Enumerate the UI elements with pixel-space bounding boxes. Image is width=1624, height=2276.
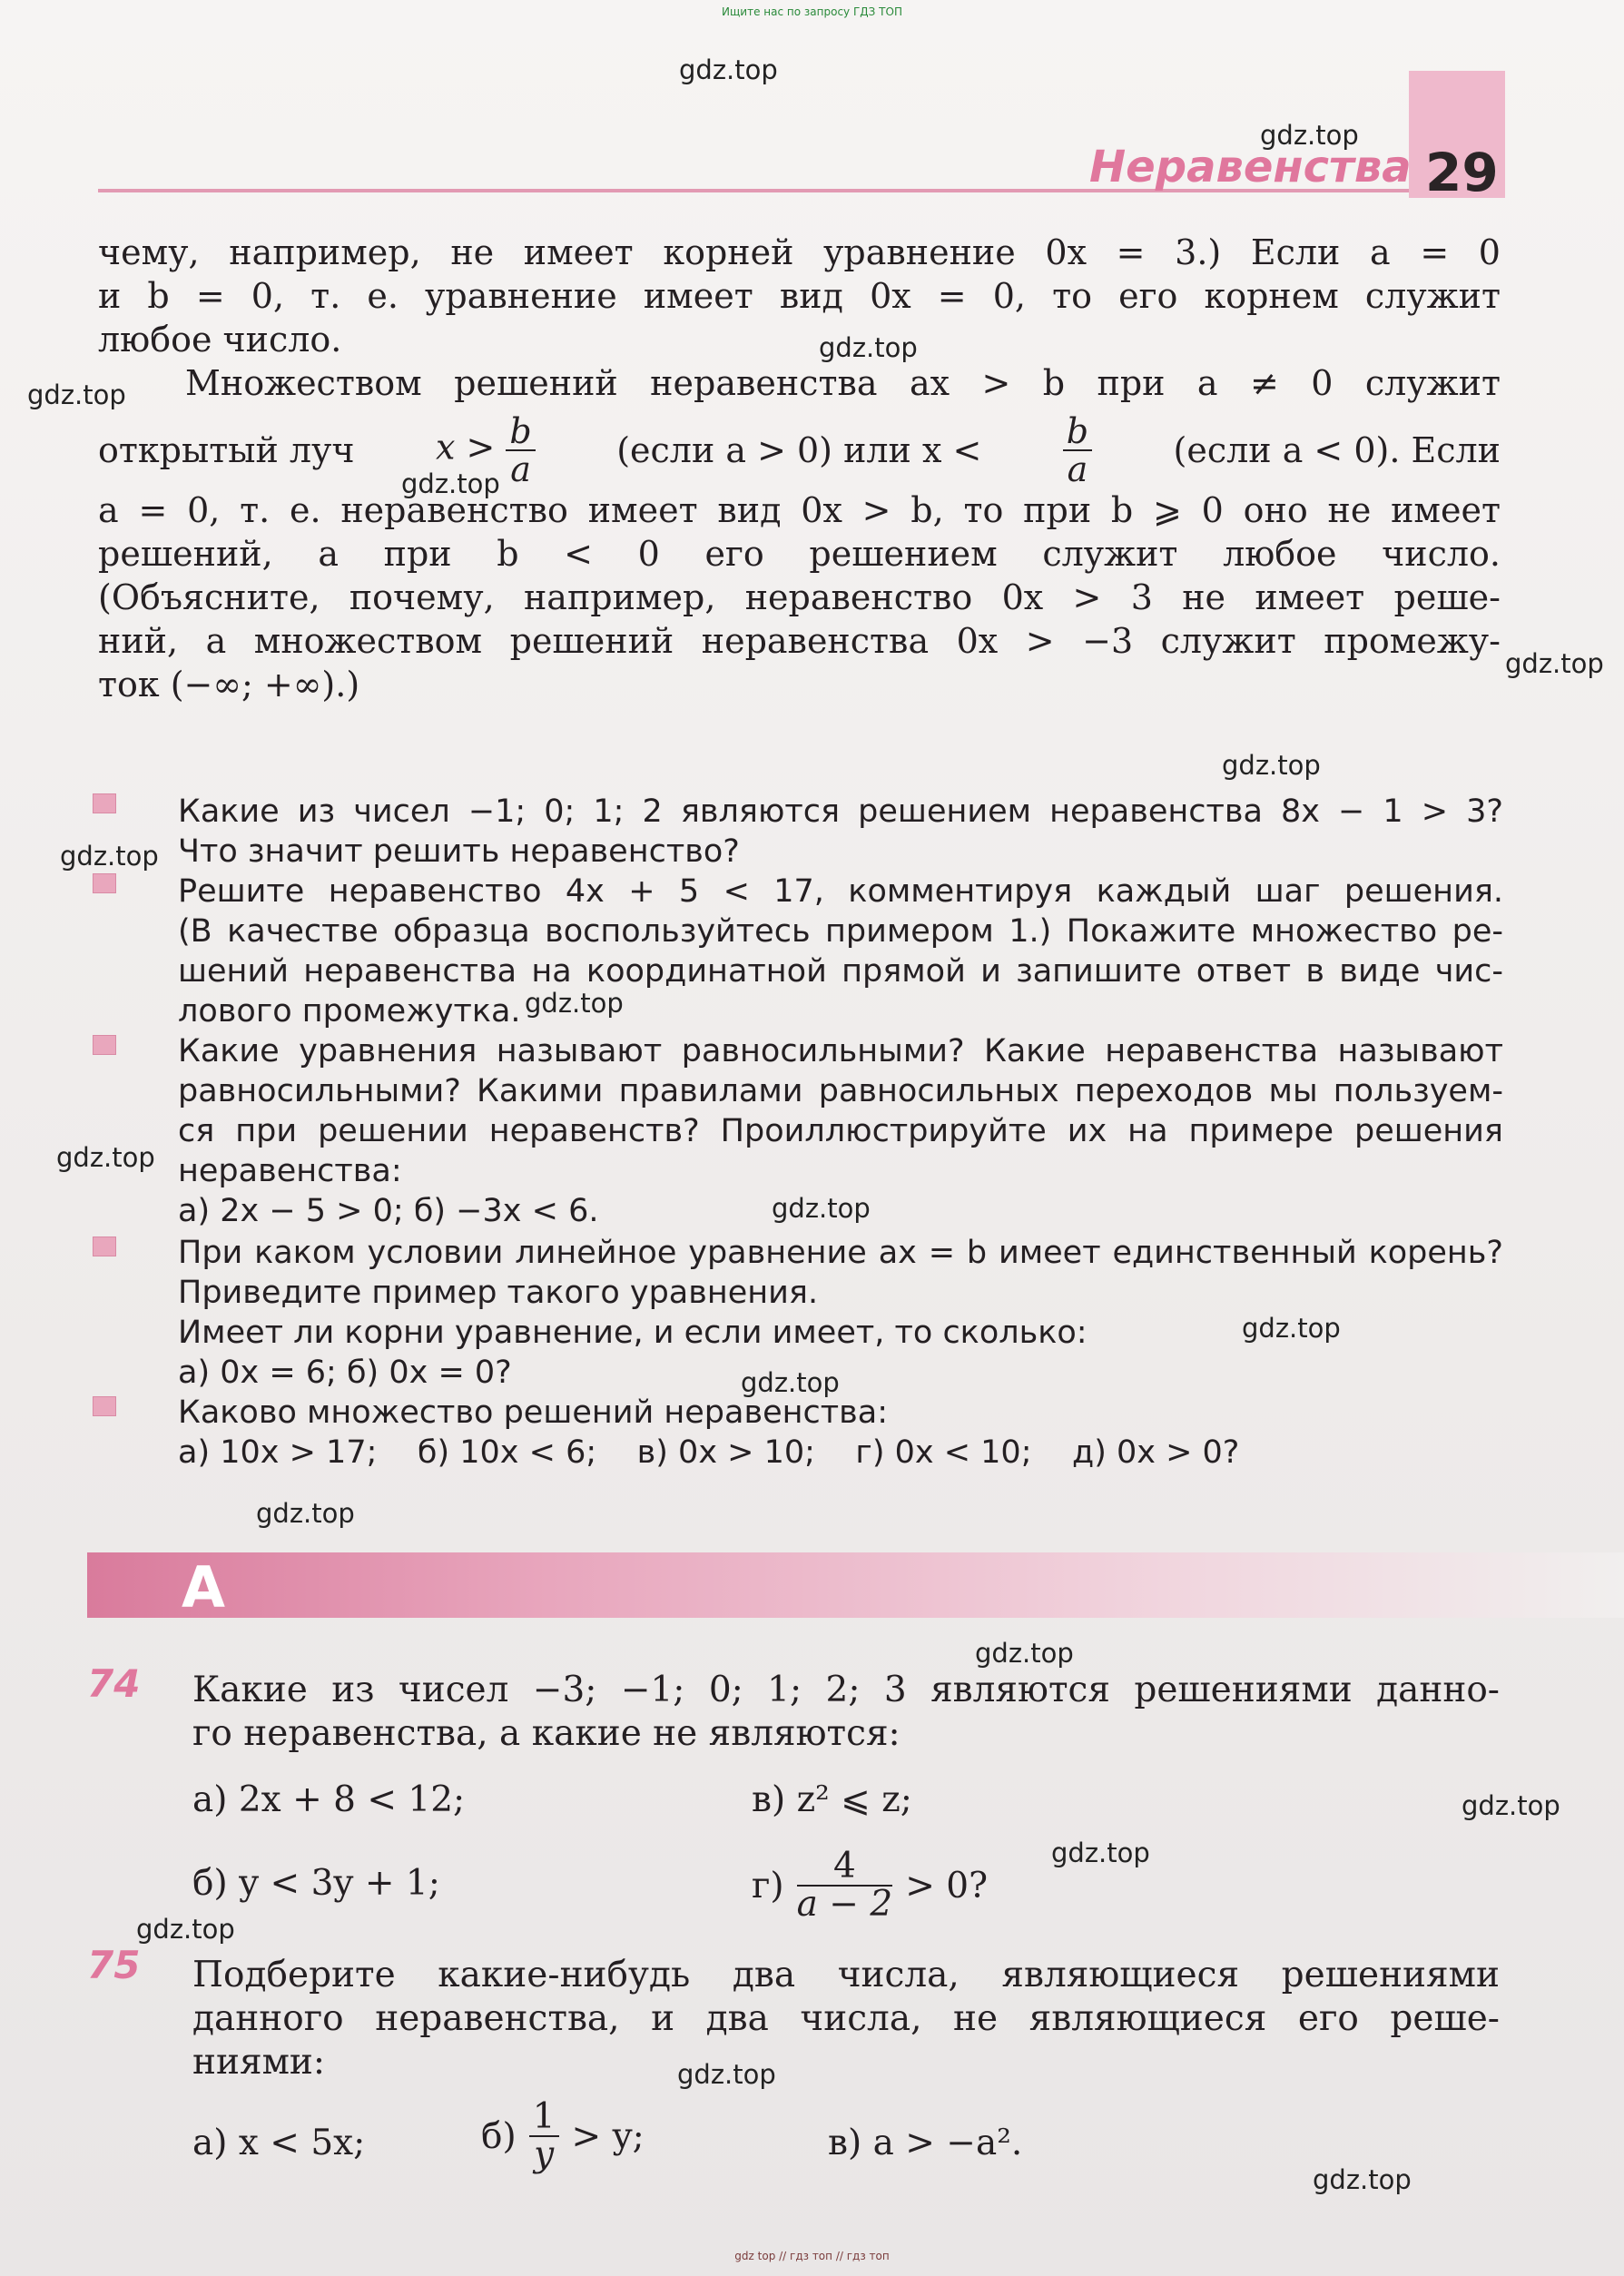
watermark: gdz.top — [56, 1142, 155, 1173]
watermark: gdz.top — [1051, 1838, 1150, 1868]
watermark: gdz.top — [677, 2059, 776, 2090]
exercise-line: данного неравенства, и два числа, не являющиеся его реше- — [192, 1998, 1500, 2039]
question-line: Какие из чисел −1; 0; 1; 2 являются решением неравенства 8x − 1 > 3? — [178, 793, 1503, 830]
question-line: шений неравенства на координатной прямой и запишите ответ в виде чис- — [178, 953, 1503, 990]
question-line: а) 0x = 6; б) 0x = 0? — [178, 1355, 512, 1391]
page-number: 29 — [1425, 142, 1499, 203]
watermark: gdz.top — [1222, 750, 1321, 781]
watermark: gdz.top — [1313, 2164, 1412, 2195]
question-line: (В качестве образца воспользуйтесь примером 1.) Покажите множество ре- — [178, 913, 1503, 950]
watermark: gdz.top — [772, 1193, 871, 1224]
fraction-b-over-a — [506, 413, 535, 488]
paragraph-2-line: a = 0, т. е. неравенство имеет вид 0x > b, то при b ⩾ 0 оно не имеет — [98, 490, 1501, 530]
question-marker — [93, 1035, 116, 1055]
question-line: Приведите пример такого уравнения. — [178, 1275, 819, 1311]
fraction-numerator: b — [506, 413, 535, 451]
paragraph-1-line: любое число. — [98, 320, 342, 360]
watermark: gdz.top — [975, 1638, 1074, 1669]
question-line: равносильными? Какими правилами равносильных переходов мы пользуем- — [178, 1073, 1503, 1109]
bottom-note: gdz top // гдз топ // гдз топ — [734, 2250, 890, 2262]
watermark: gdz.top — [1505, 648, 1604, 679]
question-line: Каково множество решений неравенства: — [178, 1394, 889, 1431]
paragraph-2-line: ток (−∞; +∞).) — [98, 665, 360, 704]
question-line: ся при решении неравенств? Проиллюстрируйте их на примере решения — [178, 1113, 1503, 1149]
fraction-1-over-y — [529, 2096, 559, 2175]
fraction-b-over-a — [1063, 413, 1092, 488]
question-line: неравенства: — [178, 1153, 402, 1189]
level-a-label: A — [182, 1554, 225, 1621]
exercise-line: Подберите какие-нибудь два числа, являющиеся решениями — [192, 1955, 1500, 1995]
exercise-74-option-g — [752, 1848, 988, 1923]
question-line: лового промежутка. — [178, 993, 521, 1030]
watermark: gdz.top — [401, 468, 500, 499]
option-text: > y; — [571, 2115, 645, 2157]
exercise-74-text — [192, 1669, 1500, 1756]
paragraph-2-fraction-line — [98, 412, 1501, 488]
paragraph-2-text: (если a > 0) или x < — [616, 430, 982, 470]
section-title: Неравенства — [1089, 142, 1412, 192]
watermark: gdz.top — [819, 332, 918, 363]
option-text: > 0? — [905, 1865, 988, 1907]
question-line: Имеет ли корни уравнение, и если имеет, то сколько: — [178, 1315, 1088, 1351]
question-line: Что значит решить неравенство? — [178, 833, 740, 870]
watermark: gdz.top — [27, 379, 126, 410]
level-a-band — [87, 1552, 1624, 1618]
paragraph-2-text: (если a < 0). Если — [1173, 430, 1501, 470]
watermark: gdz.top — [741, 1367, 840, 1398]
question-marker — [93, 873, 116, 893]
paragraph-2-line: (Объясните, почему, например, неравенство 0x > 3 не имеет реше- — [98, 577, 1501, 617]
question-line: а) 2x − 5 > 0; б) −3x < 6. — [178, 1193, 599, 1229]
exercise-74-option-a: а) 2x + 8 < 12; — [192, 1779, 466, 1820]
question-marker — [93, 1396, 116, 1416]
watermark: gdz.top — [525, 988, 624, 1019]
exercise-74-number: 74 — [87, 1661, 141, 1706]
paragraph-1-line: чему, например, не имеет корней уравнение 0x = 3.) Если a = 0 — [98, 232, 1501, 272]
watermark: gdz.top — [136, 1914, 235, 1945]
fraction-denominator: a — [1067, 449, 1088, 489]
question-1 — [178, 792, 1503, 872]
math-text: x > — [435, 427, 496, 468]
fraction-numerator: b — [1063, 413, 1092, 451]
fraction-4-over-a-minus-2 — [797, 1848, 893, 1923]
watermark: gdz.top — [1260, 120, 1359, 151]
paragraph-2 — [98, 361, 1501, 706]
paragraph-2-text: открытый луч — [98, 430, 355, 470]
exercise-75-number: 75 — [87, 1943, 141, 1987]
exercise-75-text — [192, 1954, 1500, 2084]
question-marker — [93, 1237, 116, 1256]
paragraph-2-line: решений, а при b < 0 его решением служит любое число. — [98, 534, 1501, 574]
question-5 — [178, 1393, 1503, 1473]
paragraph-2-line: Множеством решений неравенства ax > b при a ≠ 0 служит — [185, 363, 1501, 403]
paragraph-1 — [98, 231, 1501, 361]
watermark: gdz.top — [256, 1498, 355, 1529]
exercise-75-option-v: в) a > −a². — [828, 2123, 1023, 2163]
question-marker — [93, 793, 116, 813]
exercise-75-option-b — [481, 2096, 645, 2175]
paragraph-1-line: и b = 0, т. е. уравнение имеет вид 0x = 0, то его корнем служит — [98, 276, 1501, 316]
option-label: б) — [481, 2115, 517, 2157]
top-note: Ищите нас по запросу ГДЗ ТОП — [722, 5, 902, 18]
exercise-74-option-v: в) z² ⩽ z; — [752, 1779, 912, 1820]
option-label: г) — [752, 1865, 784, 1907]
fraction-denominator: a − 2 — [796, 1884, 893, 1925]
paragraph-2-line: ний, а множеством решений неравенства 0x > −3 служит промежу- — [98, 621, 1501, 661]
question-line: Какие уравнения называют равносильными? Какие неравенства называют — [178, 1033, 1503, 1069]
fraction-denominator: y — [534, 2134, 555, 2175]
exercise-75-option-a: а) x < 5x; — [192, 2123, 366, 2163]
exercise-line: го неравенства, а какие не являются: — [192, 1713, 901, 1754]
question-line: При каком условии линейное уравнение ax = b имеет единственный корень? — [178, 1235, 1503, 1271]
question-2 — [178, 872, 1503, 1031]
question-line: Решите неравенство 4x + 5 < 17, комментируя каждый шаг решения. — [178, 873, 1503, 910]
exercise-line: Какие из чисел −3; −1; 0; 1; 2; 3 являются решениями данно- — [192, 1670, 1500, 1710]
fraction-numerator: 4 — [797, 1848, 893, 1887]
exercise-line: ниями: — [192, 2042, 326, 2083]
question-line: а) 10x > 17; б) 10x < 6; в) 0x > 10; г) 0x < 10; д) 0x > 0? — [178, 1434, 1240, 1471]
watermark: gdz.top — [60, 841, 159, 872]
watermark: gdz.top — [1242, 1313, 1341, 1344]
exercise-74-option-b: б) y < 3y + 1; — [192, 1863, 440, 1904]
watermark: gdz.top — [679, 54, 778, 85]
fraction-numerator: 1 — [529, 2099, 559, 2137]
watermark: gdz.top — [1462, 1790, 1560, 1821]
fraction-denominator: a — [510, 449, 531, 489]
